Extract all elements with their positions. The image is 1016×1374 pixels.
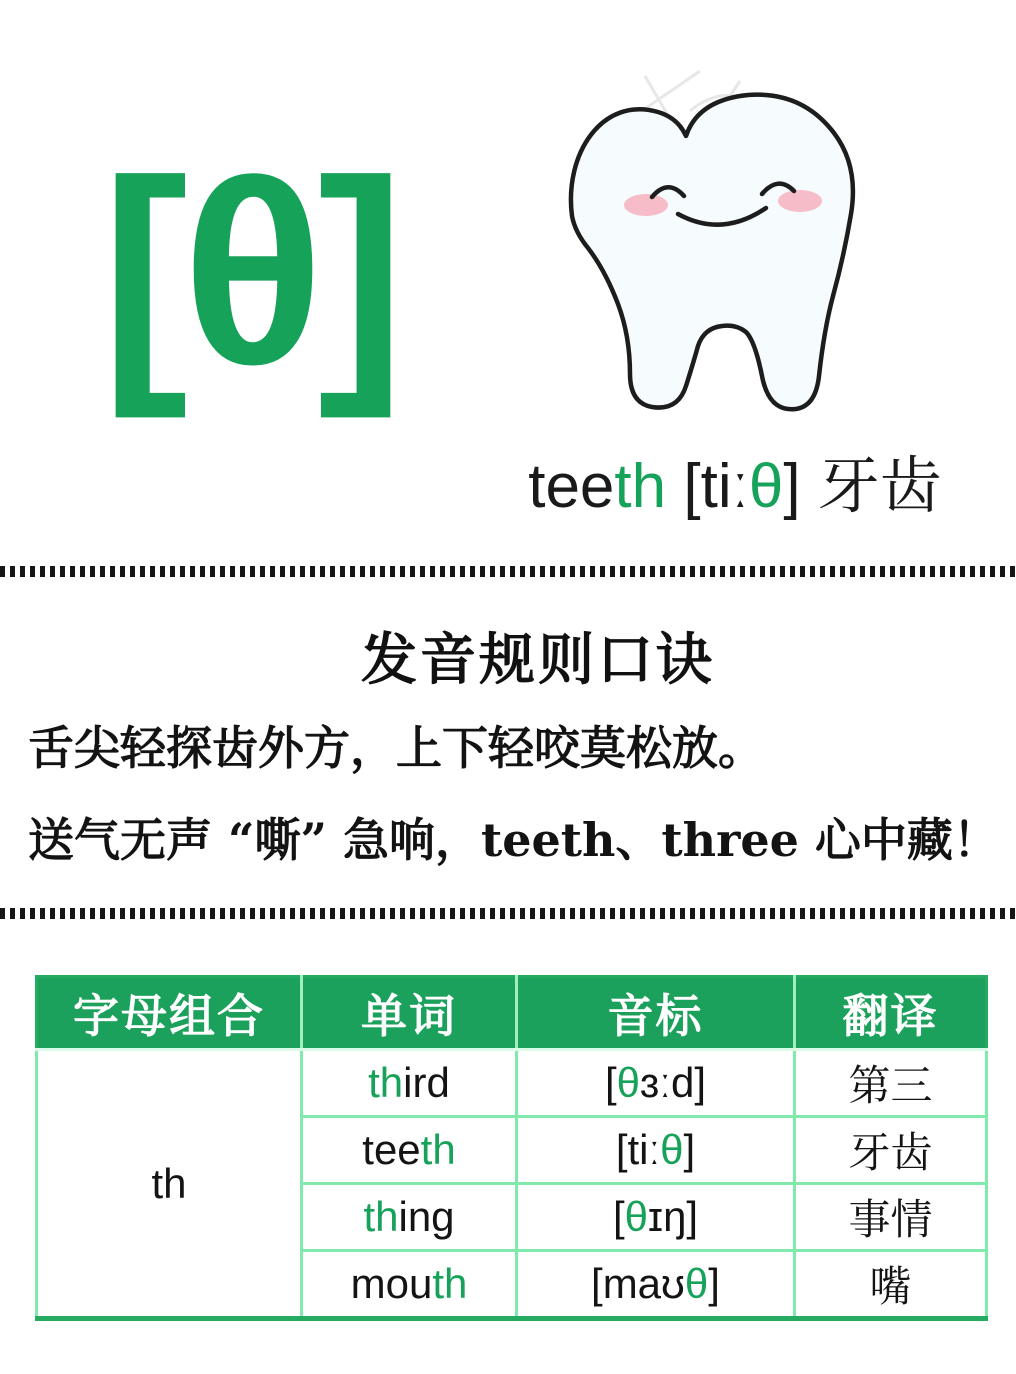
header-word: 单词 — [302, 977, 517, 1050]
word-cell — [302, 1050, 517, 1117]
ipa-green: θ — [616, 1059, 641, 1106]
word-cell — [302, 1117, 517, 1184]
ipa-black: [ — [612, 1193, 625, 1240]
ipa-black-post: ] — [708, 1260, 720, 1307]
tooth-icon — [550, 66, 890, 434]
header-translation: 翻译 — [795, 977, 987, 1050]
table-row — [37, 1050, 987, 1117]
ipa-black-post: ɜːd] — [640, 1059, 706, 1106]
caption-ipa-green: θ — [748, 452, 784, 521]
word-black-post: ird — [403, 1059, 450, 1106]
header-ipa: 音标 — [517, 977, 795, 1050]
ipa-black: [tiː — [615, 1126, 661, 1173]
word-green: th — [432, 1260, 468, 1307]
ipa-cell — [517, 1184, 795, 1251]
rhyme-line-2: 送气无声 “嘶” 急响，teeth、three 心中藏！ — [28, 813, 999, 867]
letter-group-cell: th — [37, 1050, 302, 1319]
ipa-black-post: ɪŋ] — [648, 1193, 698, 1240]
dotted-divider-top — [0, 566, 1016, 577]
ipa-black-post: ] — [683, 1126, 696, 1173]
word-green: th — [363, 1193, 399, 1240]
ipa-cell — [517, 1251, 795, 1319]
right-cheek — [778, 190, 822, 212]
header-letter-group: 字母组合 — [37, 977, 302, 1050]
dotted-divider-bottom — [0, 908, 1016, 919]
ipa-black: [ — [605, 1059, 617, 1106]
caption-word-green: th — [614, 452, 667, 521]
ipa-green: θ — [660, 1126, 684, 1173]
word-cell — [302, 1184, 517, 1251]
example-word-caption — [470, 446, 1000, 527]
translation-cell: 牙齿 — [795, 1117, 987, 1184]
tooth-illustration — [550, 66, 890, 434]
caption-word-black: tee — [528, 452, 615, 521]
left-cheek — [624, 194, 668, 216]
ipa-black: [maʊ — [591, 1260, 685, 1307]
ipa-cell — [517, 1050, 795, 1117]
rhyme-section-title: 发音规则口诀 — [361, 628, 715, 691]
word-cell — [302, 1251, 517, 1319]
caption-ipa-open: [tiː — [666, 452, 749, 521]
translation-cell: 第三 — [795, 1050, 987, 1117]
ipa-cell — [517, 1117, 795, 1184]
translation-cell: 嘴 — [795, 1251, 987, 1319]
caption-ipa-close: ] — [783, 452, 818, 521]
ipa-green: θ — [624, 1193, 649, 1240]
word-green: th — [420, 1126, 456, 1173]
words-table — [35, 975, 988, 1321]
ipa-green: θ — [684, 1260, 709, 1307]
phoneme-symbol: [θ] — [100, 126, 400, 419]
word-black: mou — [350, 1260, 433, 1307]
word-green: th — [368, 1059, 404, 1106]
word-black: tee — [362, 1126, 421, 1173]
table-header-row — [37, 977, 987, 1050]
caption-chinese: 牙齿 — [817, 449, 942, 522]
translation-cell: 事情 — [795, 1184, 987, 1251]
tooth-body — [571, 95, 853, 410]
rhyme-line-1: 舌尖轻探齿外方，上下轻咬莫松放。 — [28, 721, 764, 775]
word-black-post: ing — [398, 1193, 455, 1240]
